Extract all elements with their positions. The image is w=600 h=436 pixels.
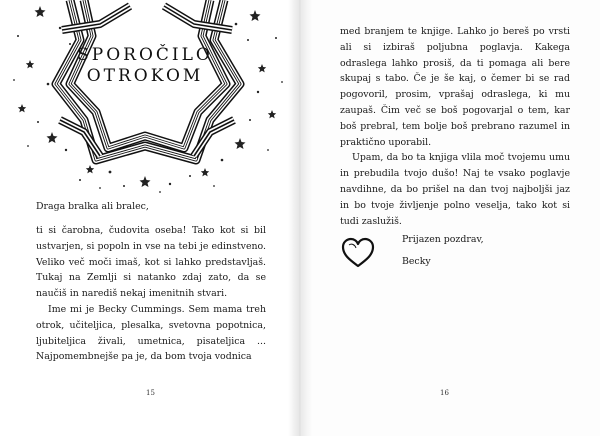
paragraph: med branjem te knjige. Lahko jo bereš po vrsti ali si izbiraš poljubna poglavja. Kakega odraslega lahko prosiš, da ti pomaga ali bere skupaj s tabo. Če je še kaj, o čemer bi se rad pogovoril, prosim, vprašaj odraslega, ki mu zaupaš. Čim več se boš pogovarjal o tem, kar boš prebral, tem bolje boš prebrano razumel in praktično uporabil. — [340, 26, 570, 148]
page-number-right: 16 — [440, 389, 449, 397]
chapter-title-line-1: SPOROČILO — [77, 45, 213, 65]
left-page-body — [36, 223, 266, 365]
woven-star-emblem — [0, 0, 300, 200]
book-gutter-shadow — [288, 0, 312, 436]
letter-closing: Prijazen pozdrav, — [402, 234, 484, 245]
letter-signature: Becky — [402, 256, 431, 267]
chapter-title-line-2: OTROKOM — [86, 66, 204, 86]
page-number-left: 15 — [146, 389, 155, 397]
letter-greeting: Draga bralka ali bralec, — [36, 201, 149, 212]
paragraph: Upam, da bo ta knjiga vlila moč tvojemu umu in prebudila tvojo dušo! Naj te vsako poglavje navdihne, da bo prišel na dan tvoj najboljši jaz in bo tvoje življenje polno veselja, tako kot si tudi zaslužiš. — [340, 152, 570, 227]
paragraph: ti si čarobna, čudovita oseba! Tako kot si bil ustvarjen, si popoln in vse na tebi je edinstveno. Veliko več moči imaš, kot si lahko predstavljaš. Tukaj na Zemlji si natanko zdaj zato, da se naučiš in narediš nekaj imenitnih stvari. — [36, 225, 266, 300]
right-page-body — [340, 24, 570, 229]
heart-icon — [340, 236, 376, 270]
paragraph: Ime mi je Becky Cummings. Sem mama treh otrok, učiteljica, plesalka, svetovna popotnica, ljubiteljica živali, umetnica, pisateljica ... Najpomembnejše pa je, da bom tvoja vodnica — [36, 303, 266, 363]
